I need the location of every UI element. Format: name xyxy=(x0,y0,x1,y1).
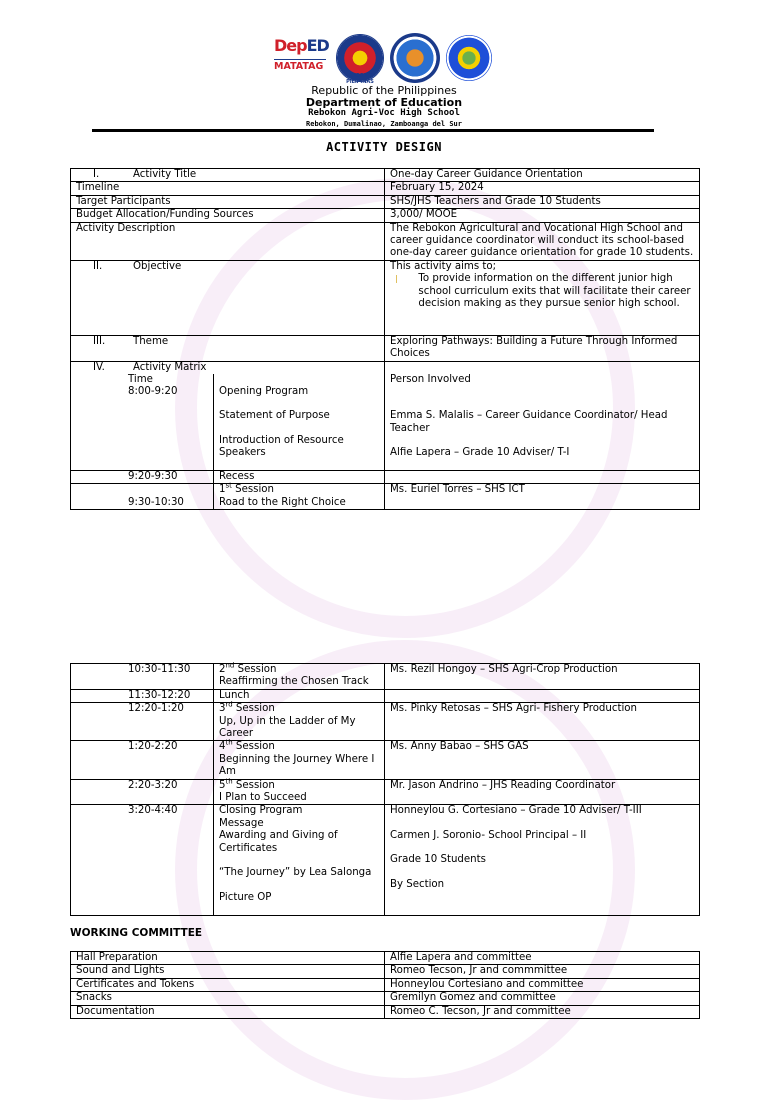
activity-cell xyxy=(214,741,385,779)
activity-line: Message xyxy=(219,817,264,829)
time-cell: 3:20-4:40 xyxy=(71,805,214,916)
session-title: I Plan to Succeed xyxy=(219,792,307,804)
school-seal xyxy=(446,35,492,81)
time-cell: 8:00-9:20 xyxy=(128,386,178,398)
person-cell: Ms. Euriel Torres – SHS ICT xyxy=(385,484,700,510)
budget-label: Budget Allocation/Funding Sources xyxy=(71,209,385,222)
section-label: Objective xyxy=(133,260,182,272)
session-word: Session xyxy=(232,779,275,791)
committee-task: Certificates and Tokens xyxy=(71,978,385,991)
committee-people: Romeo Tecson, Jr and commmittee xyxy=(385,965,700,978)
committee-task: Sound and Lights xyxy=(71,965,385,978)
person-line: Carmen J. Soronio- School Principal – II xyxy=(390,829,587,841)
session-title: Beginning the Journey Where I Am xyxy=(219,753,375,778)
table-row xyxy=(71,374,700,471)
time-header: Time xyxy=(128,374,153,386)
person-cell: Ms. Rezil Hongoy – SHS Agri-Crop Production xyxy=(385,664,700,690)
session-title: Reaffirming the Chosen Track xyxy=(219,676,369,688)
table-row xyxy=(71,471,700,484)
section-label: Theme xyxy=(133,335,169,347)
time-cell: 9:20-9:30 xyxy=(71,471,214,484)
activity-cell: Lunch xyxy=(214,689,385,702)
table-row xyxy=(71,741,700,779)
committee-row xyxy=(71,952,700,965)
header-rule xyxy=(92,129,654,132)
description-label: Activity Description xyxy=(71,222,385,260)
session-ordinal: rd xyxy=(225,700,233,709)
table-row xyxy=(71,703,700,741)
table-row xyxy=(71,664,700,690)
republic-line: Republic of the Philippines xyxy=(311,84,457,97)
bagong-pilipinas-caption: BAGONG PILIPINAS xyxy=(346,73,374,85)
committee-people: Honneylou Cortesiano and committee xyxy=(385,978,700,991)
committee-people: Gremilyn Gomez and committee xyxy=(385,992,700,1005)
person-cell xyxy=(385,805,700,916)
activity-line: Closing Program xyxy=(219,805,303,817)
target-label: Target Participants xyxy=(71,195,385,208)
session-number: 4 xyxy=(219,741,226,753)
table-row xyxy=(71,689,700,702)
session-word: Session xyxy=(232,703,275,715)
table-row xyxy=(71,182,700,195)
time-cell: 10:30-11:30 xyxy=(71,664,214,690)
person-header: Person Involved xyxy=(390,374,471,386)
person-line: Honneylou G. Cortesiano – Grade 10 Adviser/ T-III xyxy=(390,805,642,817)
table-row xyxy=(71,361,700,374)
session-ordinal: nd xyxy=(225,661,235,670)
person-cell: Ms. Anny Babao – SHS GAS xyxy=(385,741,700,779)
activity-line: Picture OP xyxy=(219,891,272,903)
time-cell: 12:20-1:20 xyxy=(71,703,214,741)
section-number: I. xyxy=(93,169,100,180)
deped-logo-ed: ED xyxy=(306,36,329,55)
activity-cell xyxy=(214,484,385,510)
activity-cell: Opening Program xyxy=(219,386,309,398)
table-row xyxy=(71,805,700,916)
session-ordinal: th xyxy=(225,739,233,748)
person-line: Grade 10 Students xyxy=(390,854,486,866)
activity-cell xyxy=(214,779,385,805)
working-committee-heading: WORKING COMMITTEE xyxy=(70,927,203,939)
table-row xyxy=(71,260,700,335)
committee-task: Snacks xyxy=(71,992,385,1005)
bagong-pilipinas-logo xyxy=(336,34,384,85)
deped-logo xyxy=(272,34,330,82)
objective-intro: This activity aims to; xyxy=(390,260,497,272)
budget-value: 3,000/ MOOE xyxy=(385,209,700,222)
session-title: Road to the Right Choice xyxy=(219,496,346,508)
activity-line: “The Journey” by Lea Salonga xyxy=(219,867,372,879)
objective-value xyxy=(385,260,700,335)
session-number: 3 xyxy=(219,703,226,715)
activity-cell xyxy=(214,661,385,690)
table-row xyxy=(71,209,700,222)
person-cell: Alfie Lapera – Grade 10 Adviser/ T-I xyxy=(390,447,570,459)
document-title: ACTIVITY DESIGN xyxy=(326,140,442,154)
working-committee-table xyxy=(70,951,700,1019)
section-number: II. xyxy=(93,260,103,272)
deped-logo-dep: Dep xyxy=(274,36,307,55)
section-label: Activity Title xyxy=(133,169,197,180)
session-number: 2 xyxy=(219,664,226,675)
objective-item: To provide information on the different junior high school curriculum exits that will facilitate their career decision making as they pursue senior high school. xyxy=(418,273,691,310)
committee-row xyxy=(71,965,700,978)
description-value: The Rebokon Agricultural and Vocational High School and career guidance coordinator will conduct its school-based one-day career guidance orientation for grade 10 students. xyxy=(385,222,700,260)
activity-cell: Recess xyxy=(214,471,385,484)
time-cell: 2:20-3:20 xyxy=(71,779,214,805)
matatag-text: MATATAG xyxy=(274,61,324,72)
person-line: By Section xyxy=(390,878,445,890)
session-number: 5 xyxy=(219,779,226,791)
person-cell: Ms. Pinky Retosas – SHS Agri- Fishery Production xyxy=(385,703,700,741)
activity-cell xyxy=(214,805,385,916)
session-number: 1 xyxy=(219,484,226,496)
theme-value: Exploring Pathways: Building a Future Through Informed Choices xyxy=(385,335,700,361)
school-address: Rebokon, Dumalinao, Zamboanga del Sur xyxy=(306,120,462,128)
table-row xyxy=(71,335,700,361)
target-value: SHS/JHS Teachers and Grade 10 Students xyxy=(385,195,700,208)
activity-cell xyxy=(214,700,385,741)
section-label: Activity Matrix xyxy=(133,361,207,373)
timeline-label: Timeline xyxy=(71,182,385,195)
session-word: Session xyxy=(232,741,275,753)
session-ordinal: st xyxy=(225,482,232,491)
person-cell: Mr. Jason Andrino – JHS Reading Coordinator xyxy=(385,779,700,805)
session-word: Session xyxy=(231,484,274,496)
committee-row xyxy=(71,1005,700,1018)
activity-design-table xyxy=(70,168,700,510)
committee-task: Hall Preparation xyxy=(71,952,385,965)
committee-row xyxy=(71,992,700,1005)
activity-matrix-continued-table xyxy=(70,663,700,916)
table-row xyxy=(71,169,700,182)
session-title: Up, Up in the Ladder of My Career xyxy=(219,715,356,740)
bullet-icon xyxy=(396,275,398,283)
committee-task: Documentation xyxy=(71,1005,385,1018)
deped-division-seal xyxy=(390,33,440,83)
section-number: IV. xyxy=(93,361,105,373)
time-cell: 1:20-2:20 xyxy=(71,741,214,779)
activity-cell: Introduction of Resource Speakers xyxy=(219,434,344,459)
timeline-value: February 15, 2024 xyxy=(385,182,700,195)
activity-line: Awarding and Giving of Certificates xyxy=(219,830,338,854)
table-row xyxy=(71,484,700,510)
activity-cell: Statement of Purpose xyxy=(219,410,330,422)
activity-title-value: One-day Career Guidance Orientation xyxy=(385,169,700,182)
committee-row xyxy=(71,978,700,991)
person-cell: Emma S. Malalis – Career Guidance Coordinator/ Head Teacher xyxy=(390,410,668,434)
committee-people: Alfie Lapera and committee xyxy=(385,952,700,965)
header-logos xyxy=(272,33,492,83)
school-name: Rebokon Agri-Voc High School xyxy=(308,108,460,118)
section-number: III. xyxy=(93,335,106,347)
time-cell: 11:30-12:20 xyxy=(71,689,214,702)
session-ordinal: th xyxy=(225,777,233,786)
department-line: Department of Education xyxy=(305,96,463,109)
table-row xyxy=(71,779,700,805)
time-cell: 9:30-10:30 xyxy=(71,484,214,510)
table-row xyxy=(71,195,700,208)
session-word: Session xyxy=(234,664,277,675)
committee-people: Romeo C. Tecson, Jr and committee xyxy=(385,1005,700,1018)
table-row xyxy=(71,222,700,260)
